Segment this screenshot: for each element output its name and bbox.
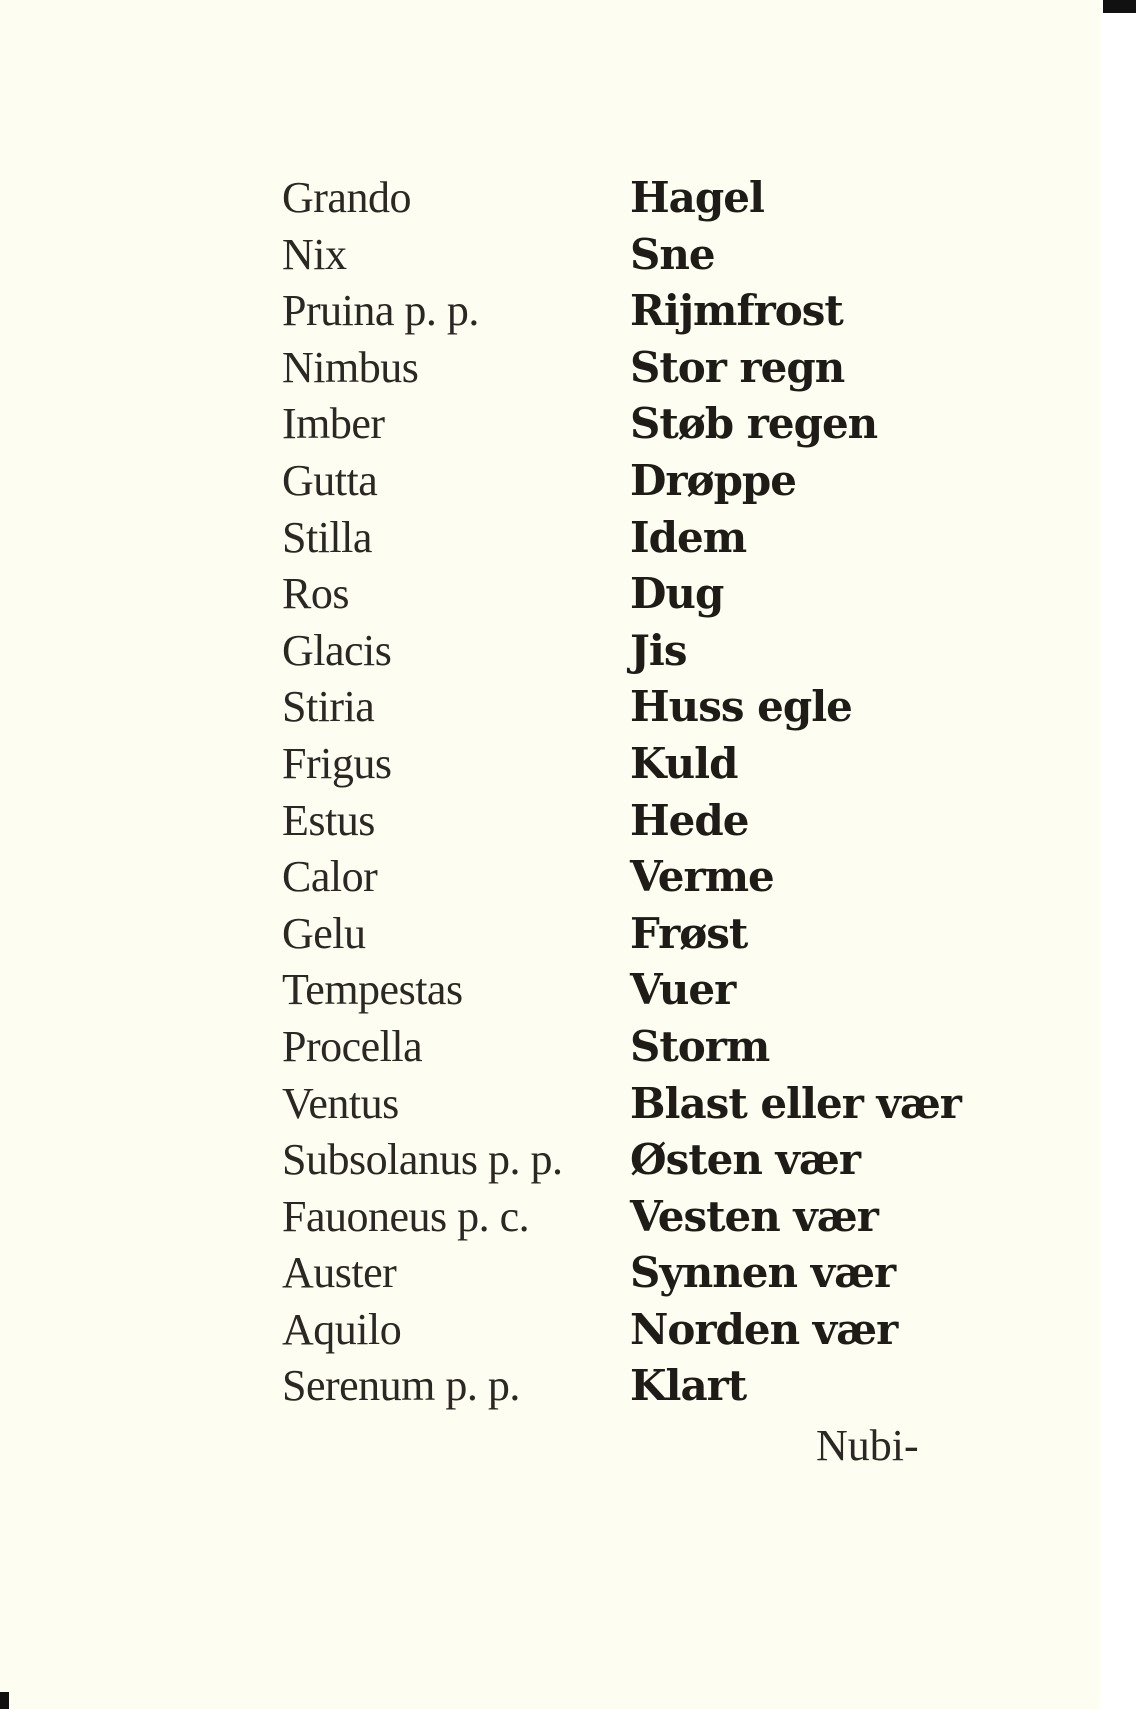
list-item bbox=[282, 1076, 982, 1133]
latin-term: Pruina p. p. bbox=[282, 286, 479, 336]
latin-term: Procella bbox=[282, 1021, 423, 1071]
danish-term: Norden vær bbox=[630, 1304, 898, 1354]
latin-term: Ventus bbox=[282, 1078, 399, 1128]
latin-term: Frigus bbox=[282, 738, 392, 788]
latin-term: Fauoneus p. c. bbox=[282, 1191, 530, 1241]
list-item bbox=[282, 1132, 982, 1189]
latin-term: Gutta bbox=[282, 455, 378, 505]
list-item bbox=[282, 623, 982, 680]
latin-term: Stilla bbox=[282, 512, 372, 562]
list-item bbox=[282, 962, 982, 1019]
danish-term: Kuld bbox=[630, 738, 738, 788]
list-item bbox=[282, 1358, 982, 1415]
danish-term: Verme bbox=[630, 852, 774, 902]
list-item bbox=[282, 1245, 982, 1302]
danish-term: Blast eller vær bbox=[630, 1078, 961, 1128]
danish-term: Dug bbox=[630, 569, 724, 619]
list-item bbox=[282, 906, 982, 963]
danish-term: Stor regn bbox=[630, 342, 845, 392]
latin-term: Aquilo bbox=[282, 1304, 402, 1354]
latin-term: Auster bbox=[282, 1248, 397, 1298]
list-item bbox=[282, 1189, 982, 1246]
danish-term: Rijmfrost bbox=[630, 286, 843, 336]
danish-term: Vesten vær bbox=[630, 1191, 878, 1241]
list-item bbox=[282, 793, 982, 850]
latin-term: Serenum p. p. bbox=[282, 1361, 520, 1411]
list-item bbox=[282, 849, 982, 906]
list-item bbox=[282, 1302, 982, 1359]
danish-term: Frøst bbox=[630, 908, 748, 958]
list-item bbox=[282, 736, 982, 793]
latin-term: Imber bbox=[282, 399, 385, 449]
danish-term: Idem bbox=[630, 512, 747, 562]
glossary-list bbox=[282, 170, 982, 1415]
scan-edge-mark bbox=[1103, 0, 1136, 13]
list-item bbox=[282, 227, 982, 284]
list-item bbox=[282, 170, 982, 227]
list-item bbox=[282, 283, 982, 340]
danish-term: Synnen vær bbox=[630, 1248, 896, 1298]
list-item bbox=[282, 340, 982, 397]
latin-term: Nix bbox=[282, 229, 347, 279]
danish-term: Støb regen bbox=[630, 399, 878, 449]
list-item bbox=[282, 1019, 982, 1076]
list-item bbox=[282, 566, 982, 623]
latin-term: Ros bbox=[282, 569, 349, 619]
danish-term: Vuer bbox=[630, 965, 736, 1015]
latin-term: Glacis bbox=[282, 625, 392, 675]
danish-term: Drøppe bbox=[630, 455, 797, 505]
danish-term: Hede bbox=[630, 795, 749, 845]
list-item bbox=[282, 679, 982, 736]
list-item bbox=[282, 510, 982, 567]
latin-term: Tempestas bbox=[282, 965, 463, 1015]
danish-term: Huss egle bbox=[630, 682, 852, 732]
latin-term: Calor bbox=[282, 852, 378, 902]
latin-term: Gelu bbox=[282, 908, 366, 958]
list-item bbox=[282, 453, 982, 510]
danish-term: Hagel bbox=[630, 173, 764, 222]
latin-term: Stiria bbox=[282, 682, 375, 732]
scan-edge-mark bbox=[0, 1692, 9, 1709]
danish-term: Østen vær bbox=[630, 1135, 860, 1185]
latin-term: Nimbus bbox=[282, 342, 419, 392]
latin-term: Grando bbox=[282, 173, 411, 222]
latin-term: Estus bbox=[282, 795, 375, 845]
latin-term: Subsolanus p. p. bbox=[282, 1135, 563, 1185]
danish-term: Klart bbox=[630, 1361, 747, 1411]
danish-term: Storm bbox=[630, 1021, 770, 1071]
danish-term: Jis bbox=[630, 625, 687, 675]
catchword: Nubi- bbox=[816, 1421, 919, 1470]
list-item bbox=[282, 396, 982, 453]
danish-term: Sne bbox=[630, 229, 715, 279]
